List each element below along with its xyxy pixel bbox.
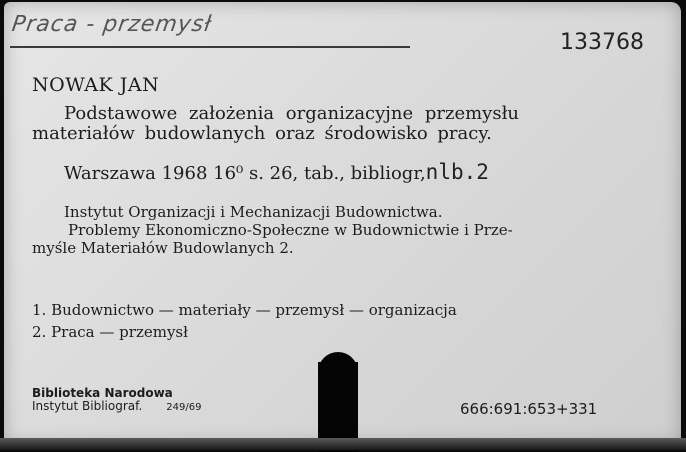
imprint-text: Warszawa 1968 16⁰ s. 26, tab., bibliogr,: [64, 163, 426, 184]
catalog-number: 133768: [560, 30, 644, 55]
classification-code: 666:691:653+331: [460, 400, 598, 418]
imprint-line: [64, 160, 489, 184]
bottom-edge-stripe: [0, 438, 686, 450]
handwritten-heading: Praca - przemysł: [10, 12, 214, 37]
series-line-3: myśle Materiałów Budowlanych 2.: [32, 239, 294, 257]
title-line-2: materiałów budowlanych oraz środowisko pracy.: [32, 123, 492, 144]
title-line-1: Podstawowe założenia organizacyjne przemysłu: [64, 103, 520, 124]
imprint-typed-addition: nlb.2: [425, 160, 489, 184]
series-line-2: Problemy Ekonomiczno-Społeczne w Budownictwie i Prze-: [68, 221, 513, 239]
subject-heading-2: 2. Praca — przemysł: [32, 323, 188, 341]
library-name: Biblioteka Narodowa: [32, 386, 173, 400]
author-name: NOWAK JAN: [32, 74, 160, 96]
heading-underline: [10, 46, 410, 48]
library-institute-line: [32, 399, 201, 413]
library-number: 249/69: [166, 402, 202, 413]
subject-heading-1: 1. Budownictwo — materiały — przemysł — organizacja: [32, 301, 457, 319]
series-line-1: Instytut Organizacji i Mechanizacji Budownictwa.: [64, 203, 443, 221]
library-institute: Instytut Bibliograf.: [32, 399, 143, 413]
